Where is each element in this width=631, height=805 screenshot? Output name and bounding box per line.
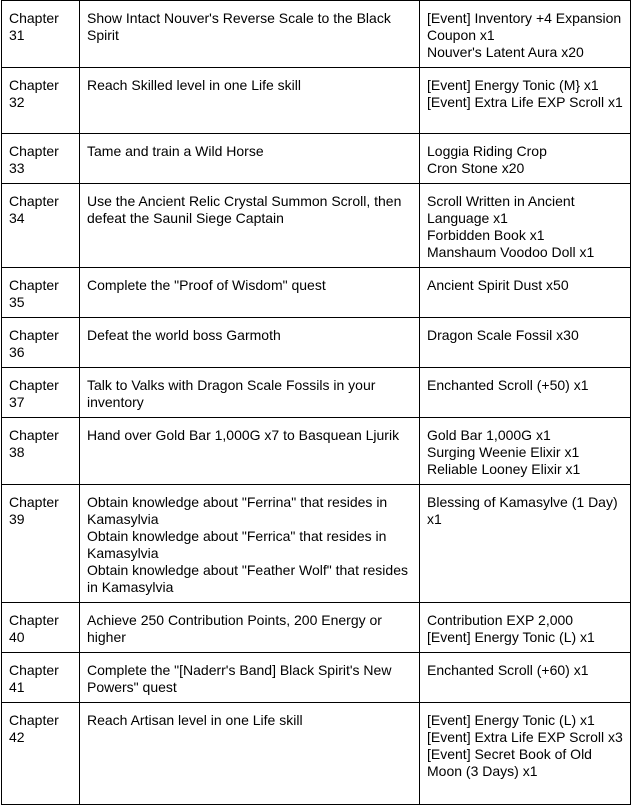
reward-line: [Event] Inventory +4 Expansion Coupon x1 [427, 10, 622, 43]
condition-line: Defeat the world boss Garmoth [87, 327, 281, 343]
reward-cell [420, 268, 631, 318]
reward-line: [Event] Secret Book of Old Moon (3 Days) x1 [427, 746, 592, 779]
table-row [2, 184, 631, 268]
condition-line: Obtain knowledge about "Feather Wolf" that resides in Kamasylvia [87, 562, 408, 595]
condition-cell [80, 268, 420, 318]
condition-cell [80, 653, 420, 703]
reward-line: Enchanted Scroll (+60) x1 [427, 662, 589, 678]
condition-cell [80, 318, 420, 368]
reward-line: Dragon Scale Fossil x30 [427, 327, 579, 343]
reward-line: Ancient Spirit Dust x50 [427, 277, 569, 293]
chapter-cell: Chapter 41 [2, 653, 80, 703]
condition-line: Reach Artisan level in one Life skill [87, 712, 303, 728]
reward-line: Loggia Riding Crop [427, 143, 547, 159]
condition-line: Obtain knowledge about "Ferrina" that resides in Kamasylvia [87, 494, 388, 527]
reward-line: Enchanted Scroll (+50) x1 [427, 377, 589, 393]
condition-line: Reach Skilled level in one Life skill [87, 77, 301, 93]
reward-cell [420, 184, 631, 268]
condition-cell [80, 68, 420, 134]
table-row [2, 1, 631, 68]
reward-line: [Event] Energy Tonic (M} x1 [427, 77, 599, 93]
reward-cell [420, 68, 631, 134]
chapter-cell: Chapter 33 [2, 134, 80, 184]
condition-line: Achieve 250 Contribution Points, 200 Energy or higher [87, 612, 382, 645]
condition-cell [80, 184, 420, 268]
reward-line: Cron Stone x20 [427, 160, 525, 176]
chapter-cell: Chapter 36 [2, 318, 80, 368]
reward-line: [Event] Extra Life EXP Scroll x1 [427, 94, 623, 110]
chapter-cell: Chapter 39 [2, 485, 80, 603]
condition-cell [80, 134, 420, 184]
table-row [2, 68, 631, 134]
chapter-cell: Chapter 34 [2, 184, 80, 268]
reward-cell [420, 368, 631, 418]
table-row [2, 653, 631, 703]
table-row [2, 703, 631, 805]
table-body [2, 1, 631, 805]
reward-line: Gold Bar 1,000G x1 [427, 427, 551, 443]
chapter-cell: Chapter 40 [2, 603, 80, 653]
reward-line: Forbidden Book x1 [427, 227, 545, 243]
condition-line: Complete the "[Naderr's Band] Black Spirit's New Powers" quest [87, 662, 392, 695]
chapter-cell: Chapter 32 [2, 68, 80, 134]
reward-line: Reliable Looney Elixir x1 [427, 461, 581, 477]
reward-cell [420, 318, 631, 368]
reward-line: [Event] Extra Life EXP Scroll x3 [427, 729, 623, 745]
reward-cell [420, 703, 631, 805]
condition-cell [80, 1, 420, 68]
condition-line: Talk to Valks with Dragon Scale Fossils in your inventory [87, 377, 376, 410]
table-row [2, 318, 631, 368]
condition-line: Show Intact Nouver's Reverse Scale to the Black Spirit [87, 10, 391, 43]
condition-line: Tame and train a Wild Horse [87, 143, 264, 159]
table-row [2, 418, 631, 485]
condition-cell [80, 603, 420, 653]
condition-line: Hand over Gold Bar 1,000G x7 to Basquean Ljurik [87, 427, 400, 443]
reward-cell [420, 1, 631, 68]
reward-line: Surging Weenie Elixir x1 [427, 444, 580, 460]
condition-line: Use the Ancient Relic Crystal Summon Scroll, then defeat the Saunil Siege Captain [87, 193, 402, 226]
table-row [2, 485, 631, 603]
condition-line: Obtain knowledge about "Ferrica" that resides in Kamasylvia [87, 528, 387, 561]
reward-cell [420, 134, 631, 184]
condition-cell [80, 368, 420, 418]
reward-cell [420, 418, 631, 485]
reward-line: [Event] Energy Tonic (L) x1 [427, 629, 595, 645]
reward-line: Scroll Written in Ancient Language x1 [427, 193, 575, 226]
chapter-cell: Chapter 42 [2, 703, 80, 805]
chapter-cell: Chapter 38 [2, 418, 80, 485]
reward-line: Blessing of Kamasylve (1 Day) x1 [427, 494, 618, 527]
chapter-cell: Chapter 31 [2, 1, 80, 68]
chapter-cell: Chapter 35 [2, 268, 80, 318]
reward-line: [Event] Energy Tonic (L) x1 [427, 712, 595, 728]
reward-line: Nouver's Latent Aura x20 [427, 44, 584, 60]
condition-cell [80, 703, 420, 805]
reward-line: Manshaum Voodoo Doll x1 [427, 244, 595, 260]
chapter-rewards-table [1, 0, 631, 805]
reward-line: Contribution EXP 2,000 [427, 612, 574, 628]
condition-cell [80, 418, 420, 485]
condition-line: Complete the "Proof of Wisdom" quest [87, 277, 326, 293]
condition-cell [80, 485, 420, 603]
table-row [2, 603, 631, 653]
table-row [2, 368, 631, 418]
reward-cell [420, 653, 631, 703]
reward-cell [420, 603, 631, 653]
reward-cell [420, 485, 631, 603]
chapter-cell: Chapter 37 [2, 368, 80, 418]
table-row [2, 134, 631, 184]
table-row [2, 268, 631, 318]
